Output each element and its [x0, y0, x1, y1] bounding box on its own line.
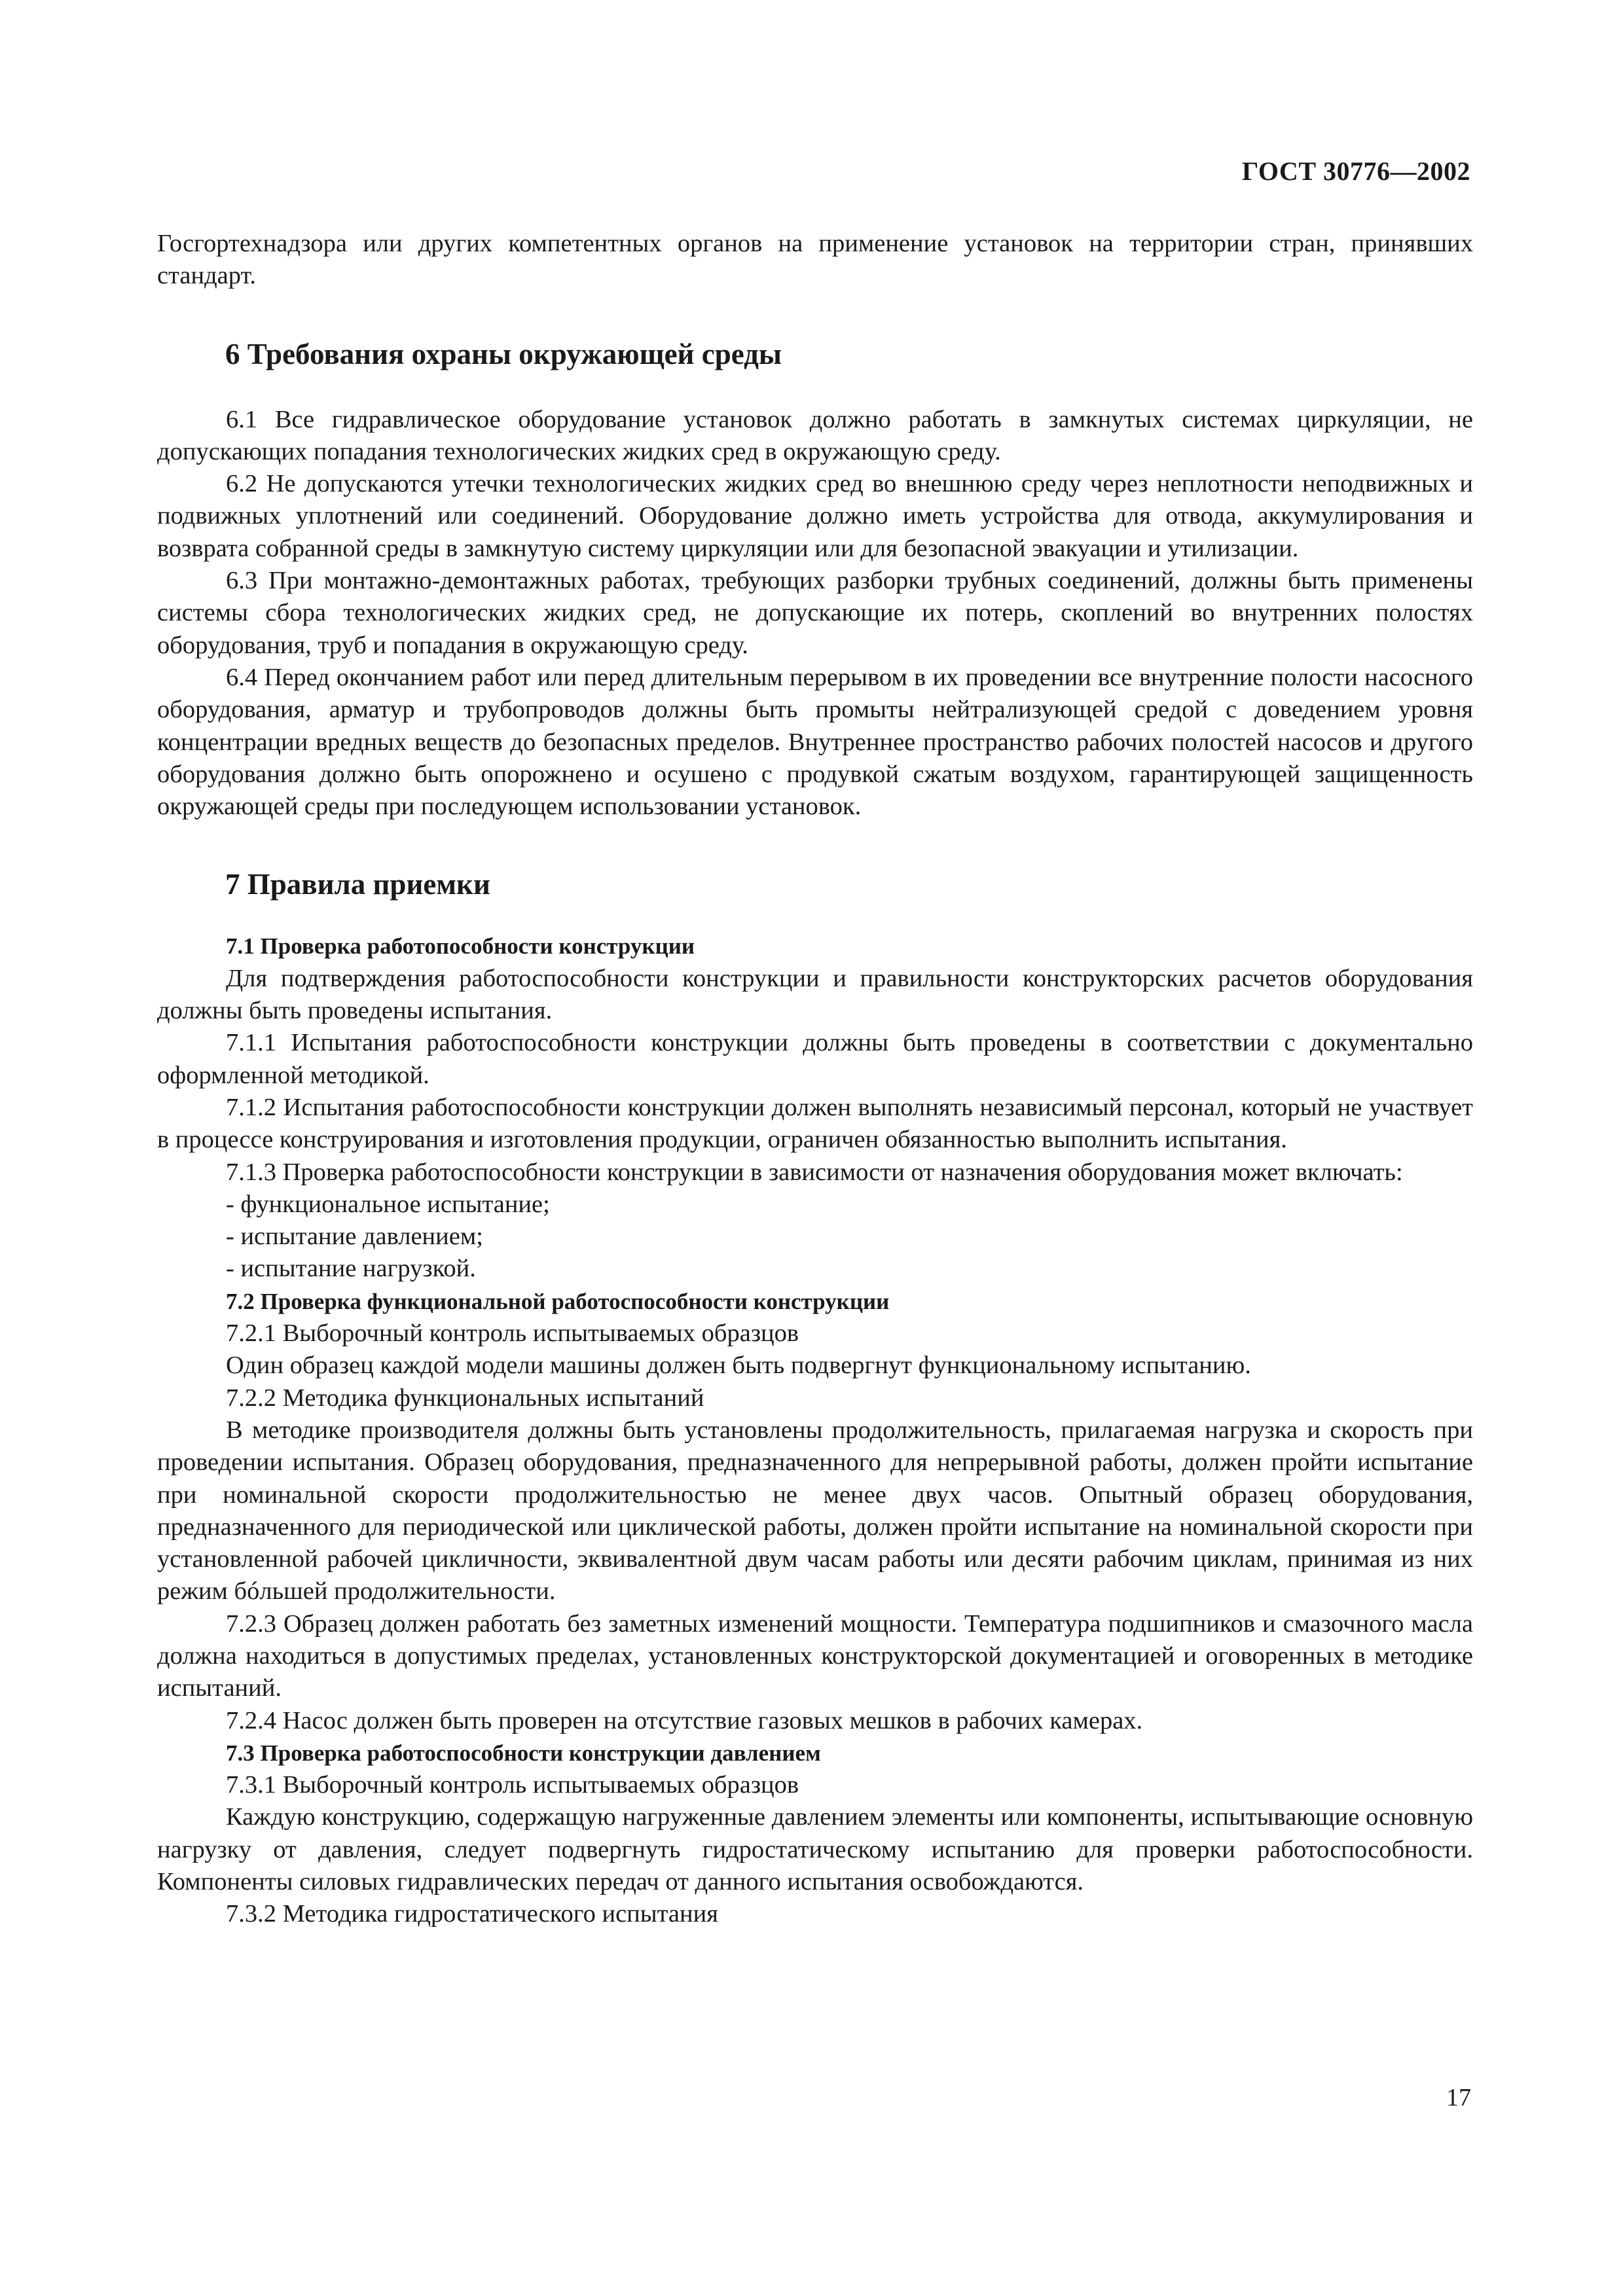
- paragraph-7-1-3: 7.1.3 Проверка работоспособности конструкции в зависимости от назначения оборудования может включать:: [226, 1158, 1403, 1186]
- paragraph-7-2-4: 7.2.4 Насос должен быть проверен на отсутствие газовых мешков в рабочих камерах.: [226, 1706, 1143, 1734]
- subsection-7-3-title: 7.3 Проверка работоспособности конструкции давлением: [226, 1740, 821, 1766]
- section-7-title: 7 Правила приемки: [225, 868, 490, 901]
- subsection-7-2-title: 7.2 Проверка функциональной работоспособности конструкции: [226, 1288, 890, 1314]
- intro-paragraph: Госгортехнадзора или других компетентных органов на применение установок на территории стран, принявших стандарт.: [157, 230, 1473, 290]
- document-header: ГОСТ 30776—2002: [1241, 156, 1470, 186]
- paragraph-7-2-2: 7.2.2 Методика функциональных испытаний: [226, 1384, 704, 1412]
- page-content: [157, 228, 1473, 1931]
- list-item: - функциональное испытание;: [226, 1190, 550, 1218]
- paragraph-6-2: 6.2 Не допускаются утечки технологических жидких сред во внешнюю среду через неплотности неподвижных и подвижных уплотнений или соединений. Оборудование должно иметь устройства для отвода, аккумулирования и возврата собранной среды в замкнутую систему циркуляции или для безопасной эвакуации и утилизации.: [157, 470, 1473, 562]
- paragraph-7-3-2: 7.3.2 Методика гидростатического испытания: [226, 1900, 718, 1928]
- paragraph-7-2-3: 7.2.3 Образец должен работать без заметных изменений мощности. Температура подшипников и смазочного масла должна находиться в допустимых пределах, установленных конструкторской документацией и оговоренных в методике испытаний.: [157, 1609, 1473, 1702]
- paragraph-7-1-intro: Для подтверждения работоспособности конструкции и правильности конструкторских расчетов оборудования должны быть проведены испытания.: [157, 964, 1473, 1025]
- paragraph-6-3: 6.3 При монтажно-демонтажных работах, требующих разборки трубных соединений, должны быть применены системы сбора технологических жидких сред, не допускающие их потерь, скоплений во внутренних полостях оборудования, труб и попадания в окружающую среду.: [157, 567, 1473, 659]
- subsection-7-1-title: 7.1 Проверка работопособности конструкции: [226, 933, 695, 960]
- paragraph-7-2-1: 7.2.1 Выборочный контроль испытываемых образцов: [226, 1319, 799, 1348]
- paragraph-7-3-1-text: Каждую конструкцию, содержащую нагруженные давлением элементы или компоненты, испытывающие основную нагрузку от давления, следует подвергнуть гидростатическому испытанию для проверки работоспособности. Компоненты силовых гидравлических передач от данного испытания освобождаются.: [157, 1803, 1473, 1896]
- page-number: 17: [1446, 2084, 1471, 2111]
- paragraph-7-1-1: 7.1.1 Испытания работоспособности конструкции должны быть проведены в соответствии с документально оформленной методикой.: [157, 1029, 1473, 1089]
- paragraph-7-2-1-text: Один образец каждой модели машины должен быть подвергнут функциональному испытанию.: [226, 1352, 1251, 1380]
- paragraph-6-4: 6.4 Перед окончанием работ или перед длительным перерывом в их проведении все внутренние полости насосного оборудования, арматур и трубопроводов должны быть промыты нейтрализующей средой с доведением уровня концентрации вредных веществ до безопасных пределов. Внутреннее пространство рабочих полостей насосов и другого оборудования должно быть опорожнено и осушено с продувкой сжатым воздухом, гарантирующей защищенность окружающей среды при последующем использовании установок.: [157, 663, 1473, 821]
- paragraph-7-2-2-text: В методике производителя должны быть установлены продолжительность, прилагаемая нагрузка и скорость при проведении испытания. Образец оборудования, предназначенного для непрерывной работы, должен пройти испытание при номинальной скорости продолжительностью не менее двух часов. Опытный образец оборудования, предназначенного для периодической или циклической работы, должен пройти испытание на номинальной скорости при установленной рабочей цикличности, эквивалентной двум часам работы или десяти рабочим циклам, принимая из них режим бóльшей продолжительности.: [157, 1416, 1473, 1605]
- paragraph-6-1: 6.1 Все гидравлическое оборудование установок должно работать в замкнутых системах циркуляции, не допускающих попадания технологических жидких сред в окружающую среду.: [157, 405, 1473, 465]
- list-item: - испытание нагрузкой.: [226, 1255, 476, 1283]
- section-6-title: 6 Требования охраны окружающей среды: [225, 337, 782, 370]
- paragraph-7-1-2: 7.1.2 Испытания работоспособности конструкции должен выполнять независимый персонал, который не участвует в процессе конструирования и изготовления продукции, ограничен обязанностью выполнить испытания.: [157, 1093, 1473, 1154]
- paragraph-7-3-1: 7.3.1 Выборочный контроль испытываемых образцов: [226, 1771, 799, 1799]
- list-item: - испытание давлением;: [226, 1223, 483, 1251]
